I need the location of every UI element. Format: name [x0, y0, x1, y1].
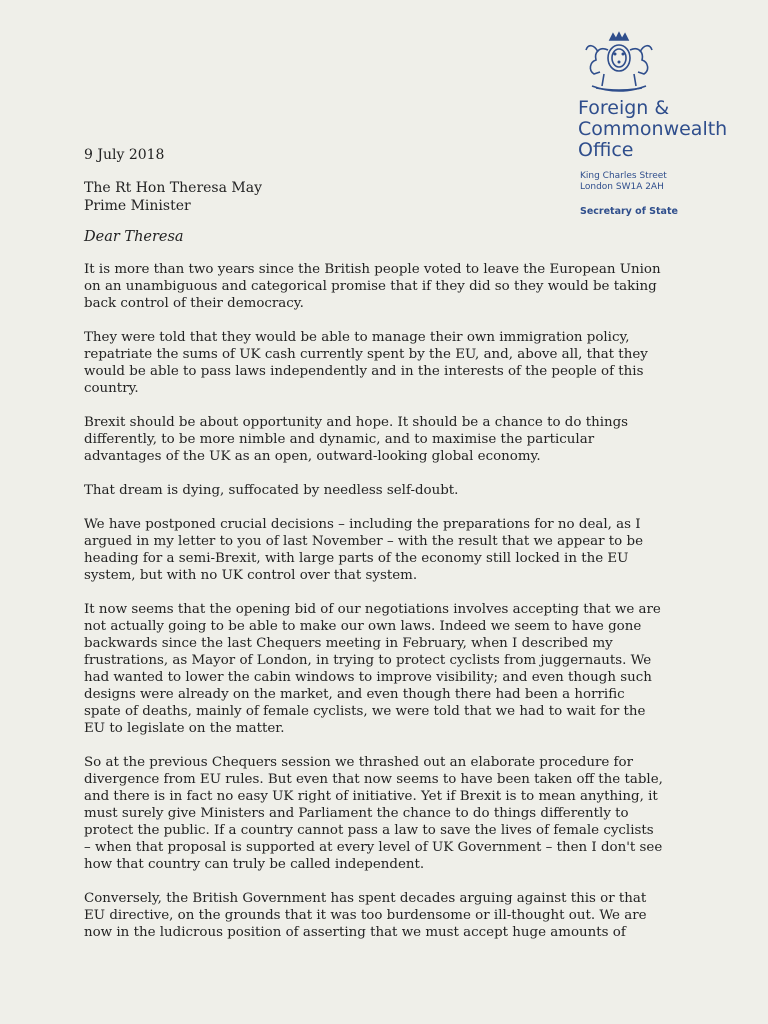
- org-name-line: Office: [578, 139, 634, 161]
- office-address: [580, 171, 667, 193]
- address-line: King Charles Street: [580, 171, 667, 181]
- recipient-name: The Rt Hon Theresa May: [84, 180, 263, 196]
- body-paragraph: So at the previous Chequers session we thrashed out an elaborate procedure for divergence from EU rules. But even that now seems to have been taken off the table, and there is in fact no easy UK right of initiative. Yet if Brexit is to mean anything, it must surely give Ministers and Parliament the chance to do things differently to protect the public. If a country cannot pass a law to save the lives of female cyclists – when that proposal is supported at every level of UK Government – then I don't see how that country can truly be called independent.: [84, 755, 663, 872]
- recipient-block: [84, 179, 262, 215]
- body-paragraph: They were told that they would be able to manage their own immigration policy, repatriate the sums of UK cash currently spent by the EU, and, above all, that they would be able to pass laws independently and in the interests of the people of this country.: [84, 330, 648, 396]
- office-holder-title: Secretary of State: [580, 206, 678, 217]
- salutation: Dear Theresa: [84, 229, 184, 245]
- body-paragraph: Conversely, the British Government has spent decades arguing against this or that EU directive, on the grounds that it was too burdensome or ill-thought out. We are now in the ludicrous position of asserting that we must accept huge amounts of: [84, 891, 647, 940]
- body-paragraph: It now seems that the opening bid of our negotiations involves accepting that we are not actually going to be able to make our own laws. Indeed we seem to have gone backwards since the last Chequers meeting in February, when I described my frustrations, as Mayor of London, in trying to protect cyclists from juggernauts. We had wanted to lower the cabin windows to improve visibility; and even though such designs were already on the market, and even though there had been a horrific spate of deaths, mainly of female cyclists, we were told that we had to wait for the EU to legislate on the matter.: [84, 602, 661, 736]
- body-paragraph: It is more than two years since the British people voted to leave the European Union on an unambiguous and categorical promise that if they did so they would be taking back control of their democracy.: [84, 262, 661, 311]
- body-paragraph: That dream is dying, suffocated by needless self-doubt.: [84, 483, 459, 498]
- letter-date: 9 July 2018: [84, 147, 165, 163]
- organisation-name: [578, 98, 727, 161]
- org-name-line: Foreign &: [578, 97, 670, 119]
- org-name-line: Commonwealth: [578, 118, 728, 140]
- royal-coat-of-arms-icon: [574, 30, 658, 94]
- address-line: London SW1A 2AH: [580, 182, 664, 192]
- letter-body: [84, 261, 664, 958]
- recipient-title: Prime Minister: [84, 198, 191, 214]
- body-paragraph: Brexit should be about opportunity and hope. It should be a chance to do things differently, to be more nimble and dynamic, and to maximise the particular advantages of the UK as an open, outward-looking global economy.: [84, 415, 629, 464]
- body-paragraph: We have postponed crucial decisions – including the preparations for no deal, as I argued in my letter to you of last November – with the result that we appear to be heading for a semi-Brexit, with large parts of the economy still locked in the EU system, but with no UK control over that system.: [84, 517, 643, 583]
